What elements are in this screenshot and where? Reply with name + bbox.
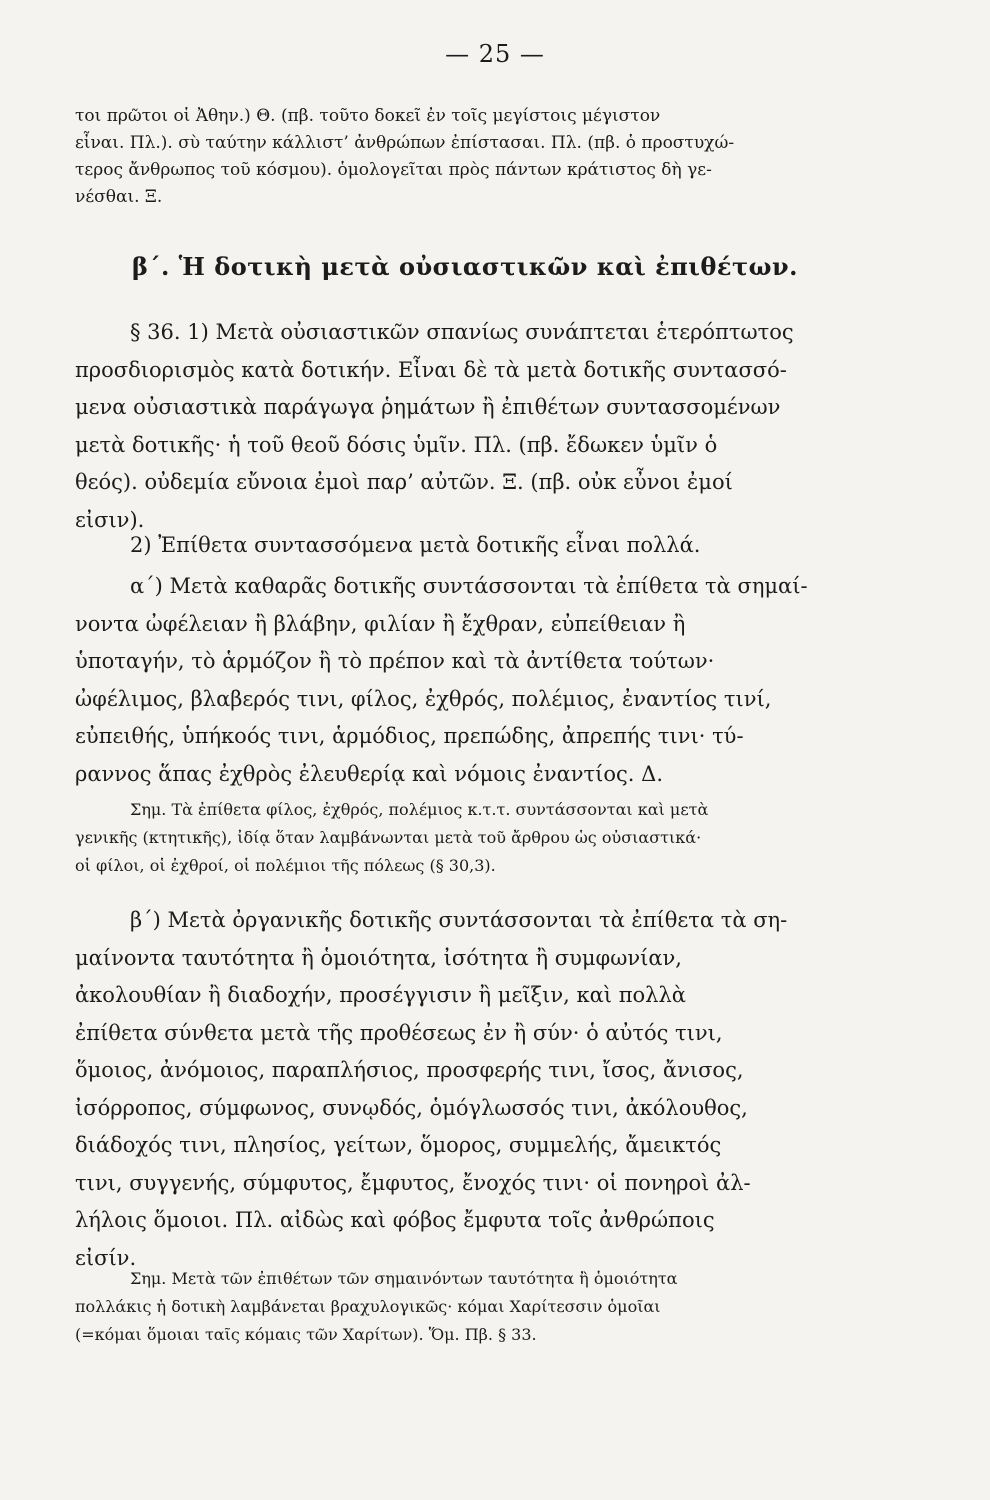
section-heading: β΄. Ἡ δοτικὴ μετὰ οὐσιαστικῶν καὶ ἐπιθέτων.: [132, 252, 799, 281]
text-line: μαίνοντα ταυτότητα ἢ ὁμοιότητα, ἰσότητα ἢ συμφωνίαν,: [75, 945, 682, 970]
intro-paragraph: [75, 103, 840, 211]
text-line: ἀκολουθίαν ἢ διαδοχήν, προσέγγισιν ἢ μεῖξιν, καὶ πολλὰ: [75, 983, 686, 1007]
text-line: Σημ. Μετὰ τῶν ἐπιθέτων τῶν σημαινόντων ταυτότητα ἢ ὁμοιότητα: [130, 1269, 678, 1288]
text-line: Σημ. Τὰ ἐπίθετα φίλος, ἐχθρός, πολέμιος κ.τ.τ. συντάσσονται καὶ μετὰ: [130, 800, 709, 819]
text-line: § 36. 1) Μετὰ οὐσιαστικῶν σπανίως συνάπτεται ἑτερόπτωτος: [130, 320, 794, 344]
text-line: πολλάκις ἡ δοτικὴ λαμβάνεται βραχυλογικῶς· κόμαι Χαρίτεσσιν ὁμοῖαι: [75, 1297, 661, 1316]
text-line: ὑποταγήν, τὸ ἁρμόζον ἢ τὸ πρέπον καὶ τὰ ἀντίθετα τούτων·: [75, 649, 715, 673]
text-line: εἰσιν).: [75, 507, 145, 532]
text-line: α΄) Μετὰ καθαρᾶς δοτικῆς συντάσσονται τὰ ἐπίθετα τὰ σημαί-: [130, 574, 808, 598]
text-line: 2) Ἐπίθετα συντασσόμενα μετὰ δοτικῆς εἶναι πολλά.: [130, 533, 701, 557]
text-line: εἰσίν.: [75, 1245, 137, 1270]
text-line: τινι, συγγενής, σύμφυτος, ἔμφυτος, ἔνοχός τινι· οἱ πονηροὶ ἀλ-: [75, 1170, 751, 1195]
text-line: τερος ἄνθρωπος τοῦ κόσμου). ὁμολογεῖται πρὸς πάντων κράτιστος δὴ γε-: [75, 160, 712, 180]
text-line: β΄) Μετὰ ὀργανικῆς δοτικῆς συντάσσονται τὰ ἐπίθετα τὰ ση-: [130, 908, 788, 932]
paragraph-36: [75, 314, 840, 539]
text-line: οἱ φίλοι, οἱ ἐχθροί, οἱ πολέμιοι τῆς πόλεως (§ 30,3).: [75, 856, 496, 875]
text-line: εἶναι. Πλ.). σὺ ταύτην κάλλιστ’ ἀνθρώπων ἐπίστασαι. Πλ. (πβ. ὁ προστυχώ-: [75, 133, 735, 153]
text-line: νοντα ὠφέλειαν ἢ βλάβην, φιλίαν ἢ ἔχθραν, εὐπείθειαν ἢ: [75, 611, 686, 636]
text-line: διάδοχός τινι, πλησίος, γείτων, ὅμορος, συμμελής, ἄμεικτός: [75, 1133, 722, 1157]
text-line: ὠφέλιμος, βλαβερός τινι, φίλος, ἐχθρός, πολέμιος, ἐναντίος τινί,: [75, 686, 772, 711]
text-line: μετὰ δοτικῆς· ἡ τοῦ θεοῦ δόσις ὑμῖν. Πλ. (πβ. ἔδωκεν ὑμῖν ὁ: [75, 432, 718, 457]
paragraph-beta: [75, 902, 840, 1277]
text-line: λήλοις ὅμοιοι. Πλ. αἰδὼς καὶ φόβος ἔμφυτα τοῖς ἀνθρώποις: [75, 1208, 715, 1232]
text-line: τοι πρῶτοι οἱ Ἀθην.) Θ. (πβ. τοῦτο δοκεῖ ἐν τοῖς μεγίστοις μέγιστον: [75, 106, 661, 126]
text-line: (=κόμαι ὅμοιαι ταῖς κόμαις τῶν Χαρίτων). Ὅμ. Πβ. § 33.: [75, 1325, 537, 1344]
text-line: ὅμοιος, ἀνόμοιος, παραπλήσιος, προσφερής τινι, ἴσος, ἄνισος,: [75, 1058, 744, 1082]
paragraph-alpha: [75, 568, 840, 793]
text-line: νέσθαι. Ξ.: [75, 187, 163, 207]
page-number: — 25 —: [445, 40, 545, 68]
paragraph-2: [75, 527, 840, 565]
text-line: μενα οὐσιαστικὰ παράγωγα ῥημάτων ἢ ἐπιθέτων συντασσομένων: [75, 395, 781, 419]
text-line: προσδιορισμὸς κατὰ δοτικήν. Εἶναι δὲ τὰ μετὰ δοτικῆς συντασσό-: [75, 357, 787, 382]
text-line: εὐπειθής, ὑπήκοός τινι, ἁρμόδιος, πρεπώδης, ἀπρεπής τινι· τύ-: [75, 724, 744, 748]
text-line: ἰσόρροπος, σύμφωνος, συνῳδός, ὁμόγλωσσός τινι, ἀκόλουθος,: [75, 1095, 748, 1120]
text-line: θεός). οὐδεμία εὔνοια ἐμοὶ παρ’ αὐτῶν. Ξ. (πβ. οὐκ εὖνοι ἐμοί: [75, 470, 733, 494]
note-1: [75, 796, 840, 880]
text-line: ραννος ἅπας ἐχθρὸς ἐλευθερίᾳ καὶ νόμοις ἐναντίος. Δ.: [75, 761, 663, 786]
note-2: [75, 1265, 840, 1349]
text-line: γενικῆς (κτητικῆς), ἰδίᾳ ὅταν λαμβάνωνται μετὰ τοῦ ἄρθρου ὡς οὐσιαστικά·: [75, 828, 702, 847]
text-line: ἐπίθετα σύνθετα μετὰ τῆς προθέσεως ἐν ἢ σύν· ὁ αὐτός τινι,: [75, 1020, 723, 1045]
